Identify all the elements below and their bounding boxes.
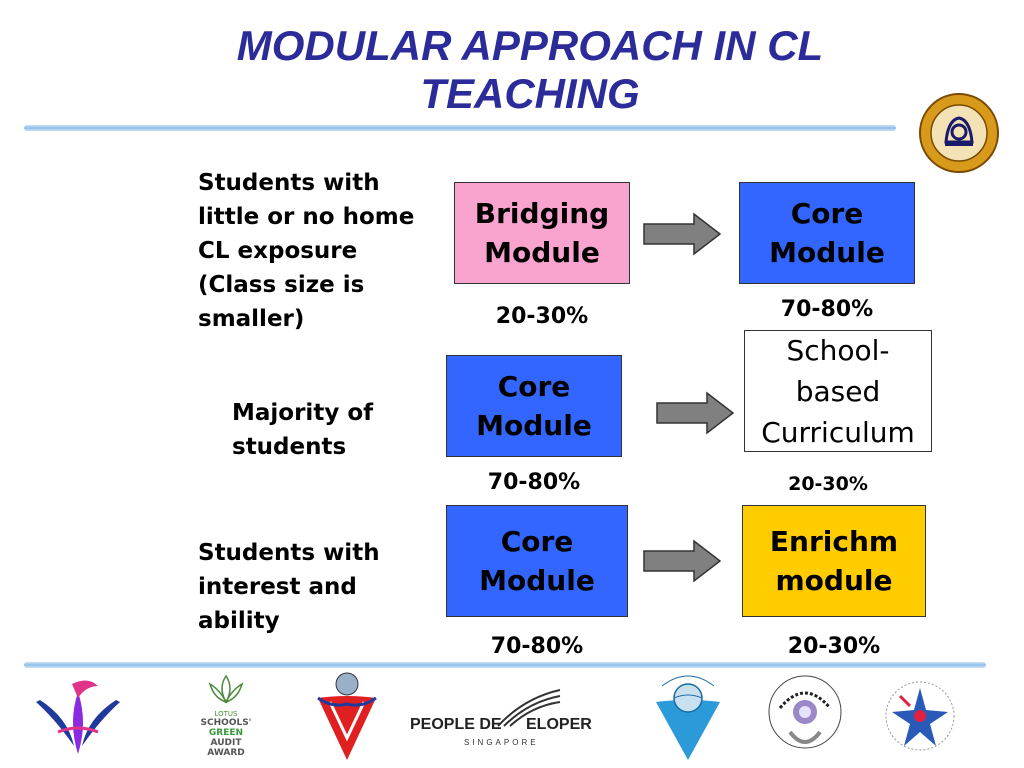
row1-arrow-icon (642, 212, 722, 256)
lotus-schools-green-audit-award-icon (190, 672, 262, 762)
red-shield-figure-logo-icon (312, 668, 382, 764)
row1-description: Students with little or no home CL exposure (Class size is smaller) (198, 170, 415, 332)
people-developer-singapore-icon (410, 688, 606, 752)
school-crest-icon (918, 92, 1000, 174)
row2-arrow-icon (655, 391, 735, 435)
people-developer-text: PEOPLE DE (410, 716, 502, 733)
row3-arrow-icon (642, 539, 722, 583)
audit-label: AUDIT (210, 738, 242, 748)
row1-right-percent: 70-80% (780, 297, 874, 322)
row1-left-box: Bridging Module (454, 182, 630, 284)
green-label: GREEN (208, 728, 244, 738)
row2-right-box: School- based Curriculum (744, 330, 932, 452)
row3-right-box: Enrichm module (742, 505, 926, 617)
row2-description: Majority of students (232, 400, 374, 460)
schools-label: SCHOOLS' (200, 718, 252, 728)
sustained-achievement-award-icon (760, 668, 850, 764)
star-figure-logo-icon (880, 672, 960, 762)
row2-right-percent: 20-30% (788, 473, 868, 495)
award-label: AWARD (207, 748, 245, 758)
blue-globe-award-logo-icon (648, 668, 728, 764)
row1-left-percent: 20-30% (495, 304, 589, 329)
slide-title: MODULAR APPROACH IN CL TEACHING (236, 22, 824, 117)
row2-left-percent: 70-80% (487, 470, 581, 495)
row2-left-box: Core Module (446, 355, 622, 457)
row3-description: Students with interest and ability (198, 540, 380, 634)
lotus-flower-icon (200, 672, 252, 706)
row3-right-percent: 20-30% (787, 634, 881, 659)
people-developer-text-tail: ELOPER (526, 716, 592, 733)
row1-right-box: Core Module (739, 182, 915, 284)
blue-bird-logo-icon (28, 672, 128, 760)
lotus-label: LOTUS (214, 710, 238, 718)
row3-left-percent: 70-80% (490, 634, 584, 659)
top-divider (24, 125, 896, 131)
singapore-text: SINGAPORE (464, 738, 539, 747)
row3-left-box: Core Module (446, 505, 628, 617)
